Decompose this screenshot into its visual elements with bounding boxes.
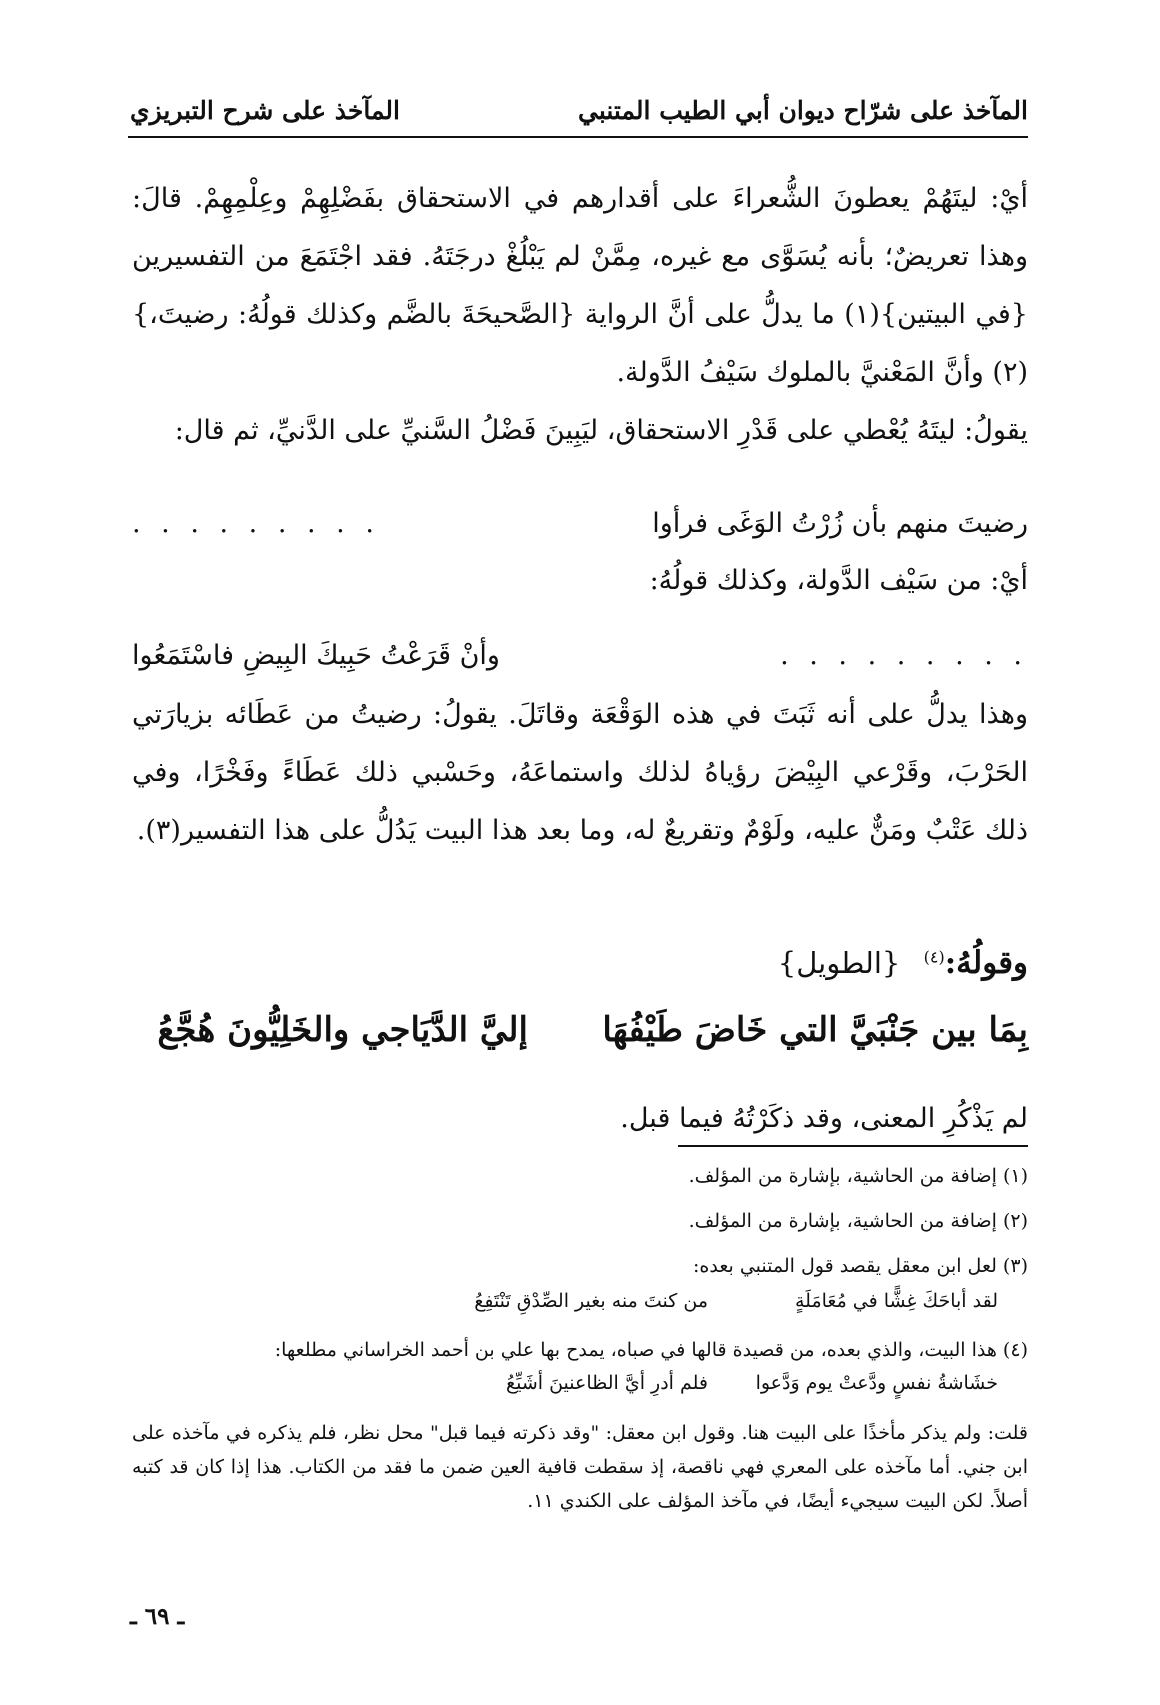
footnote-3-verse-second: من كنتَ منه بغير الصِّدْقِ تَنْتَفِعُ — [474, 1290, 708, 1312]
footnote-1: (١) إضافة من الحاشية، بإشارة من المؤلف. — [688, 1165, 1028, 1187]
featured-verse-first-hemistich: بِمَا بين جَنْبَيَّ التي خَاضَ طَيْفُهَا — [602, 1010, 1028, 1050]
paragraph-5: لم يَذْكُرِ المعنى، وقد ذكَرْتُهُ فيما قبل. — [620, 1103, 1028, 1134]
running-header-book-title: المآخذ على شرّاح ديوان أبي الطيب المتنبي — [578, 96, 1028, 125]
page-number: ـ ٦٩ ـ — [130, 1603, 185, 1630]
verse-2-hemistich: وأنْ قَرَعْتُ حَبِيكَ البِيضِ فاسْتَمَعُوا — [132, 640, 500, 671]
footnote-rule — [678, 1145, 1028, 1147]
poem-lead: وقولُهُ: — [944, 945, 1028, 981]
footnote-2: (٢) إضافة من الحاشية، بإشارة من المؤلف. — [688, 1210, 1028, 1232]
paragraph-3: أيْ: من سَيْف الدَّولة، وكذلك قولُهُ: — [649, 565, 1028, 596]
poem-heading — [778, 945, 1028, 981]
footnote-4: (٤) هذا البيت، والذي بعده، من قصيدة قالها في صباه، يمدح بها علي بن أحمد الخراساني مطلعها: — [274, 1339, 1028, 1361]
poem-footnote-ref: (٤) — [923, 947, 945, 967]
verse-1-hemistich: رضيتَ منهم بأن زُرْتُ الوَغَى فرأوا — [652, 508, 1028, 539]
verse-2-ellipsis: . . . . . . . . . — [780, 640, 1028, 671]
footnote-4-verse — [132, 1372, 1028, 1402]
paragraph-1: أيْ: ليتَهُمْ يعطونَ الشُّعراءَ على أقدارهم في الاستحقاق بفَضْلِهِمْ وعِلْمِهِمْ. قالَ: وهذا تعريضٌ؛ بأنه يُسَوَّى مع غيره، مِمَّنْ لم يَبْلُغْ درجَتَهُ. فقد اجْتَمَعَ من التفسيرين {في البيتين}(١) ما يدلُّ على أنَّ الرواية {الصَّحيحَةَ بالضَّم وكذلك قولُهُ: رضيتَ،}(٢) وأنَّ المَعْنيَّ بالملوك سَيْفُ الدَّولة. — [132, 183, 1028, 388]
editor-note: قلت: ولم يذكر مأخذًا على البيت هنا. وقول ابن معقل: "وقد ذكرته فيما قبل" محل نظر، فلم يذكره في مآخذه على ابن جني. أما مآخذه على المعري فهي ناقصة، إذ سقطت قافية العين ضمن ما فقد من الكتاب. هذا إذا كان قد كتبه أصلاً. لكن البيت سيجيء أيضًا، في مآخذ المؤلف على الكندي ١١. — [132, 1422, 1029, 1512]
verse-line-2 — [132, 640, 1028, 692]
footnote-4-verse-first: خشَاشةُ نفسٍ ودَّعتْ يوم وَدَّعوا — [755, 1372, 998, 1394]
paragraph-4: وهذا يدلُّ على أنه ثَبَتَ في هذه الوَقْعَة وقاتَلَ. يقولُ: رضيتُ من عَطَائه بزيارَتي الحَرْبَ، وقَرْعي البِيْضَ رؤياهُ لذلك واستماعَهُ، وحَسْبي ذلك عَطَاءً وفَخْرًا، وفي ذلك عَتْبٌ ومَنٌّ عليه، ولَوْمٌ وتقريعٌ له، وما بعد هذا البيت يَدُلُّ على هذا التفسير(٣). — [132, 699, 1028, 846]
running-header-section-title: المآخذ على شرح التبريزي — [130, 96, 400, 125]
featured-verse — [132, 1010, 1028, 1074]
footnote-3-verse — [132, 1290, 1028, 1320]
footnote-4-verse-second: فلم أدرِ أيَّ الظاعنينَ أشَيِّعُ — [506, 1372, 708, 1394]
header-rule — [128, 136, 1028, 138]
footnote-3-verse-first: لقد أباحَكَ غِشًّا في مُعَامَلَةٍ — [794, 1290, 998, 1312]
footnote-3: (٣) لعل ابن معقل يقصد قول المتنبي بعده: — [693, 1255, 1028, 1277]
verse-1-ellipsis: . . . . . . . . . — [132, 508, 380, 539]
paragraph-2: يقولُ: ليتَهُ يُعْطي على قَدْرِ الاستحقاق، ليَبِينَ فَضْلُ السَّنيِّ على الدَّنيِّ، ثم قال: — [174, 415, 1028, 446]
featured-verse-second-hemistich: إليَّ الدَّيَاجي والخَلِيُّونَ هُجَّعُ — [157, 1010, 528, 1050]
poem-meter: {الطويل} — [777, 946, 901, 980]
